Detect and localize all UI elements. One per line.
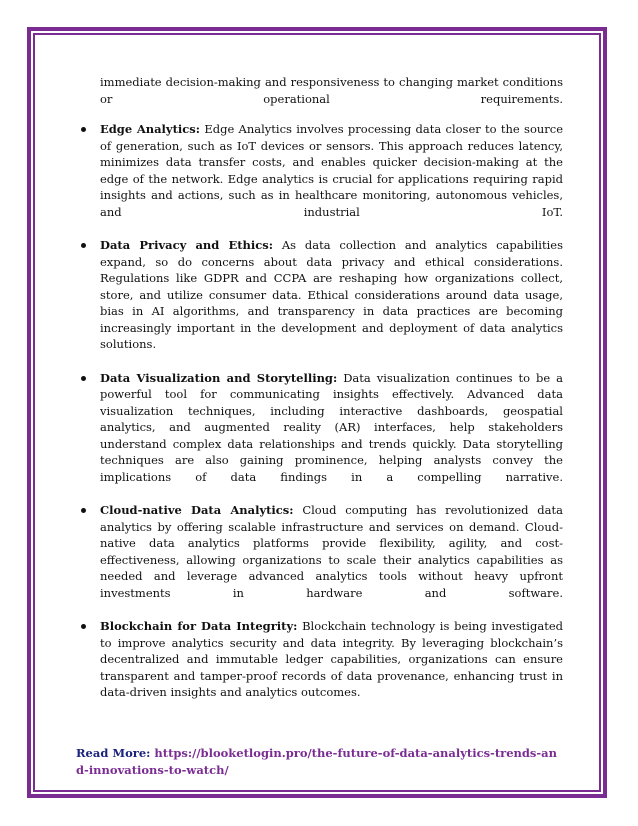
bullet-icon (81, 127, 86, 132)
list-item-cloud-native (76, 502, 563, 601)
list-item-data-visualization (76, 370, 563, 486)
list-item-text: Data visualization continues to be a powerful tool for communicating insights effectively. Advanced data visualization techniques, including interactive dashboards, geospatial analytics, and augmented reality (AR) interfaces, help stakeholders understand complex data relationships and trends quickly. Data storytelling techniques are also gaining prominence, helping analysts convey the implications of data findings in a compelling narrative. (100, 370, 564, 484)
intro-paragraph: immediate decision-making and responsiveness to changing market conditions or operational requirements. (100, 75, 563, 106)
list-item-term: Cloud-native Data Analytics: (100, 503, 294, 517)
list-item-blockchain (76, 618, 563, 701)
list-item-paragraph (100, 237, 563, 353)
read-more-label: Read More: (76, 745, 151, 760)
document-body (76, 74, 563, 790)
list-item-paragraph (100, 618, 563, 701)
bullet-icon (81, 243, 86, 248)
list-item-text: Blockchain technology is being investigated to improve analytics security and data integrity. By leveraging blockchain’s decentralized and immutable ledger capabilities, organizations can ensure transparent and tamper-proof records of data provenance, enhancing trust in data-driven insights and analytics outcomes. (100, 619, 563, 699)
bullet-icon (81, 508, 86, 513)
list-item-text: Cloud computing has revolutionized data analytics by offering scalable infrastructure and services on demand. Cloud-native data analytics platforms provide flexibility, agility, and cost-effectiveness, allowing organizations to scale their analytics capabilities as needed and leverage advanced analytics tools without heavy upfront investments in hardware and software. (100, 503, 563, 600)
bullet-icon (81, 376, 86, 381)
list-item-edge-analytics (76, 121, 563, 220)
list-item-term: Edge Analytics: (100, 122, 201, 136)
list-item-paragraph (100, 370, 563, 486)
read-more-link[interactable]: https://blooketlogin.pro/the-future-of-data-analytics-trends-and-innovations-to-watch/ (76, 745, 557, 777)
trend-list (76, 121, 563, 701)
list-item-paragraph (100, 502, 563, 601)
read-more (76, 745, 563, 779)
list-item-term: Data Visualization and Storytelling: (100, 370, 338, 385)
list-item-data-privacy (76, 237, 563, 353)
bullet-icon (81, 624, 86, 629)
list-item-text: Edge Analytics involves processing data closer to the source of generation, such as IoT devices or sensors. This approach reduces latency, minimizes data transfer costs, and enables quicker decision-making at the edge of the network. Edge analytics is crucial for applications requiring rapid insights and actions, such as in healthcare monitoring, autonomous vehicles, and industrial IoT. (100, 122, 564, 219)
list-item-paragraph (100, 121, 563, 220)
list-item-term: Data Privacy and Ethics: (100, 238, 274, 252)
list-item-text: As data collection and analytics capabilities expand, so do concerns about data privacy and ethical considerations. Regulations like GDPR and CCPA are reshaping how organizations collect, store, and utilize consumer data. Ethical considerations around data usage, bias in AI algorithms, and transparency in data practices are becoming increasingly important in the development and deployment of data analytics solutions. (100, 238, 563, 351)
list-item-term: Blockchain for Data Integrity: (100, 619, 298, 633)
